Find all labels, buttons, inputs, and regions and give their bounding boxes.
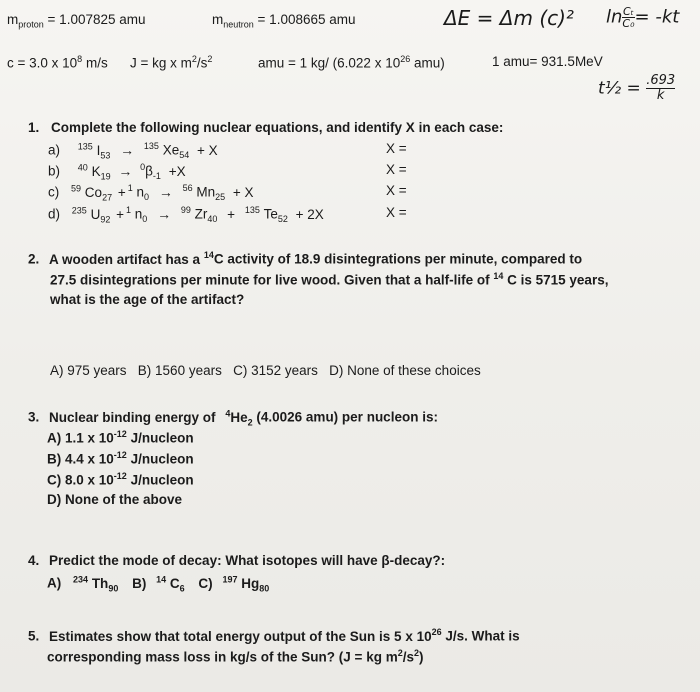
q1-part-d (48, 205, 324, 224)
q5-line1-exp: 26 (431, 627, 442, 637)
q3-stem-a: Nuclear binding energy of (49, 409, 216, 425)
proton-mass (7, 12, 146, 30)
q3-choice-a (47, 429, 194, 446)
q5-line2-a: corresponding mass loss in kg/s of the Sun? (J = kg m (47, 649, 398, 665)
q3-choice-c (47, 471, 194, 488)
joule-exp: 2 (191, 54, 197, 64)
q1c-mass1: 59 (71, 183, 82, 193)
q1d-arrow: → (157, 205, 172, 222)
q4-stem (28, 553, 445, 568)
q4a-mass: 234 (73, 574, 89, 584)
q2-line1-b: C activity of 18.9 disintegrations per minute, compared to (213, 251, 583, 267)
q2-line2-b: C is 5715 years, (507, 272, 609, 288)
q4c-z: 80 (259, 583, 270, 594)
q1d-z1: 92 (100, 214, 111, 225)
q1c-arrow: → (158, 183, 173, 200)
q1d-z-n: 0 (142, 214, 148, 225)
q1d-mass1: 235 (71, 205, 87, 215)
c-value: c = 3.0 x 10 (7, 55, 78, 71)
q1a-sym2: Xe (162, 142, 180, 158)
q4a-z: 90 (108, 583, 119, 594)
q1d-label: d) (48, 206, 61, 222)
amu-mev-conversion: 1 amu= 931.5MeV (492, 54, 603, 69)
ln-fraction (622, 6, 634, 29)
q1d-mass-n: 1 (126, 205, 132, 215)
q4b-z: 6 (179, 583, 185, 594)
q1a-mass2: 135 (143, 141, 159, 151)
q3a-text: A) 1.1 x 10 (47, 430, 114, 446)
q3c-unit: J/nucleon (130, 472, 194, 488)
q4a-sym: Th (91, 575, 109, 591)
q1b-x-blank: X = (386, 162, 407, 177)
q1d-mass2: 99 (180, 205, 191, 215)
q1-text: Complete the following nuclear equations, and identify X in each case: (51, 120, 504, 135)
q1d-sym1: U (90, 206, 101, 222)
neutron-mass (212, 12, 356, 30)
proton-mass-symbol: m (7, 12, 19, 27)
q1c-label: c) (48, 184, 60, 200)
q1a-z2: 54 (179, 150, 190, 161)
amu-def-tail: amu) (414, 55, 445, 71)
q1a-arrow: → (120, 141, 135, 158)
q1b-sym2: β (145, 163, 153, 179)
q1b-rest: +X (168, 163, 186, 179)
neutron-mass-value: = 1.008665 amu (257, 12, 356, 27)
neutron-mass-subscript: neutron (223, 19, 254, 30)
q3-stem-c: (4.0026 amu) per nucleon is: (256, 409, 438, 425)
q1a-mass1: 135 (77, 141, 93, 151)
q5-line2 (47, 648, 424, 665)
q3c-text: C) 8.0 x 10 (47, 472, 114, 488)
q1-number: 1. (28, 120, 40, 135)
q3-choice-d: D) None of the above (47, 492, 183, 507)
q4-number: 4. (28, 553, 40, 568)
half-life-fraction (646, 74, 675, 103)
q1b-arrow: → (118, 162, 133, 179)
q1c-sym2: Mn (196, 184, 216, 200)
joule-tail: /s (196, 55, 208, 71)
amu-definition (258, 54, 445, 71)
q1a-label: a) (48, 142, 61, 158)
q1d-sym-n: n (134, 206, 143, 222)
q4a-label: A) (47, 575, 62, 591)
speed-of-light (7, 54, 108, 71)
ln-equation-handwritten (606, 6, 679, 29)
q4-choices (47, 574, 269, 593)
q1c-mass-n: 1 (127, 183, 133, 193)
q5-number: 5. (28, 628, 40, 644)
q1d-plus2: + (227, 206, 236, 222)
ln-numerator: Cₜ (623, 5, 634, 18)
q4c-sym: Hg (241, 575, 260, 591)
c-unit: m/s (85, 55, 108, 71)
q1c-mass2: 56 (182, 183, 193, 193)
q1-part-a (48, 141, 218, 160)
q1-part-c (48, 183, 254, 202)
q1d-rest: + 2X (295, 206, 324, 222)
amu-def-exp: 26 (400, 54, 411, 64)
q4b-label: B) (132, 575, 147, 591)
q2-number: 2. (28, 251, 40, 267)
q1b-sym1: K (91, 163, 101, 179)
q1a-x-blank: X = (386, 141, 407, 156)
q5-line1-b: J/s. What is (445, 628, 520, 644)
q5-line2-exp2: 2 (413, 648, 419, 658)
q4c-label: C) (198, 575, 213, 591)
q4b-sym: C (169, 575, 180, 591)
q1a-z1: 53 (100, 150, 111, 161)
q2-line1-a: A wooden artifact has a (49, 251, 201, 267)
q1d-x-blank: X = (386, 205, 407, 220)
q1c-sym1: Co (84, 184, 103, 200)
q2-line2 (50, 271, 608, 288)
q1d-mass3: 135 (244, 205, 260, 215)
q2-choices: A) 975 years B) 1560 years C) 3152 years D) None of these choices (50, 363, 481, 378)
q2-line1-sup: 14 (203, 250, 214, 260)
c-exponent: 8 (77, 54, 83, 64)
q1c-z2: 25 (215, 192, 226, 203)
ln-rhs: = -kt (634, 6, 680, 28)
q1a-sym1: I (96, 142, 101, 158)
ln-denominator: C₀ (622, 17, 635, 30)
q3-stem (28, 408, 438, 427)
q1d-z3: 52 (277, 214, 288, 225)
q1d-sym2: Zr (194, 206, 208, 222)
q3-stem-sup: 4 (225, 408, 231, 418)
q3-stem-sub: 2 (247, 417, 253, 428)
q3-stem-b: He (230, 409, 248, 425)
q3b-exp: -12 (113, 450, 127, 460)
q3-choice-b (47, 450, 194, 467)
proton-mass-value: = 1.007825 amu (47, 12, 146, 27)
energy-equation-handwritten: ΔE = Δm (c)² (444, 6, 574, 30)
q1c-plus1: + (117, 184, 126, 200)
q5-line1 (28, 627, 520, 644)
q2-line3: what is the age of the artifact? (50, 292, 245, 307)
q3c-exp: -12 (113, 471, 127, 481)
q3b-text: B) 4.4 x 10 (47, 451, 114, 467)
q1d-sym3: Te (263, 206, 278, 222)
half-life-numerator: .693 (646, 73, 676, 88)
q1c-x-blank: X = (386, 183, 407, 198)
q1b-mass2: 0 (140, 162, 146, 172)
q1d-z2: 40 (207, 214, 218, 225)
q3a-exp: -12 (113, 429, 127, 439)
q1b-label: b) (48, 163, 61, 179)
joule-def-text: J = kg x m (130, 55, 192, 71)
q1c-z1: 27 (102, 192, 113, 203)
joule-tail-exp: 2 (207, 54, 213, 64)
q3b-unit: J/nucleon (130, 451, 194, 467)
q4-stem-text: Predict the mode of decay: What isotopes will have β-decay?: (49, 553, 446, 568)
q2-line2-a: 27.5 disintegrations per minute for live wood. Given that a half-life of (50, 272, 490, 288)
neutron-mass-symbol: m (212, 12, 224, 27)
q1-part-b (48, 162, 186, 181)
q1d-plus1: + (116, 206, 124, 222)
q1c-sym-n: n (136, 184, 145, 200)
q3-number: 3. (28, 409, 40, 425)
ln-symbol: ln (606, 6, 623, 28)
q5-line2-exp: 2 (397, 648, 403, 658)
q1c-z-n: 0 (144, 192, 150, 203)
half-life-denominator: k (656, 88, 665, 103)
q1-stem (28, 120, 503, 135)
half-life-equation-handwritten (598, 74, 675, 103)
q5-line2-b: /s (402, 649, 414, 665)
q1b-z1: 19 (100, 171, 111, 182)
q4b-mass: 14 (156, 574, 167, 584)
half-life-lhs: t½ = (598, 78, 641, 99)
q1b-z2: -1 (152, 171, 161, 182)
amu-def-text: amu = 1 kg/ (6.022 x 10 (258, 55, 401, 71)
q1a-rest: + X (196, 142, 218, 158)
q2-line2-sup: 14 (493, 271, 504, 281)
q1c-rest: + X (232, 184, 254, 200)
q5-line1-a: Estimates show that total energy output of the Sun is 5 x 10 (49, 628, 432, 644)
proton-mass-subscript: proton (18, 19, 44, 30)
q3a-unit: J/nucleon (130, 430, 194, 446)
q4c-mass: 197 (222, 574, 238, 584)
q2-line1 (28, 250, 582, 267)
q5-line2-c: ) (419, 649, 424, 665)
q1b-mass1: 40 (77, 162, 88, 172)
joule-definition (130, 54, 212, 71)
